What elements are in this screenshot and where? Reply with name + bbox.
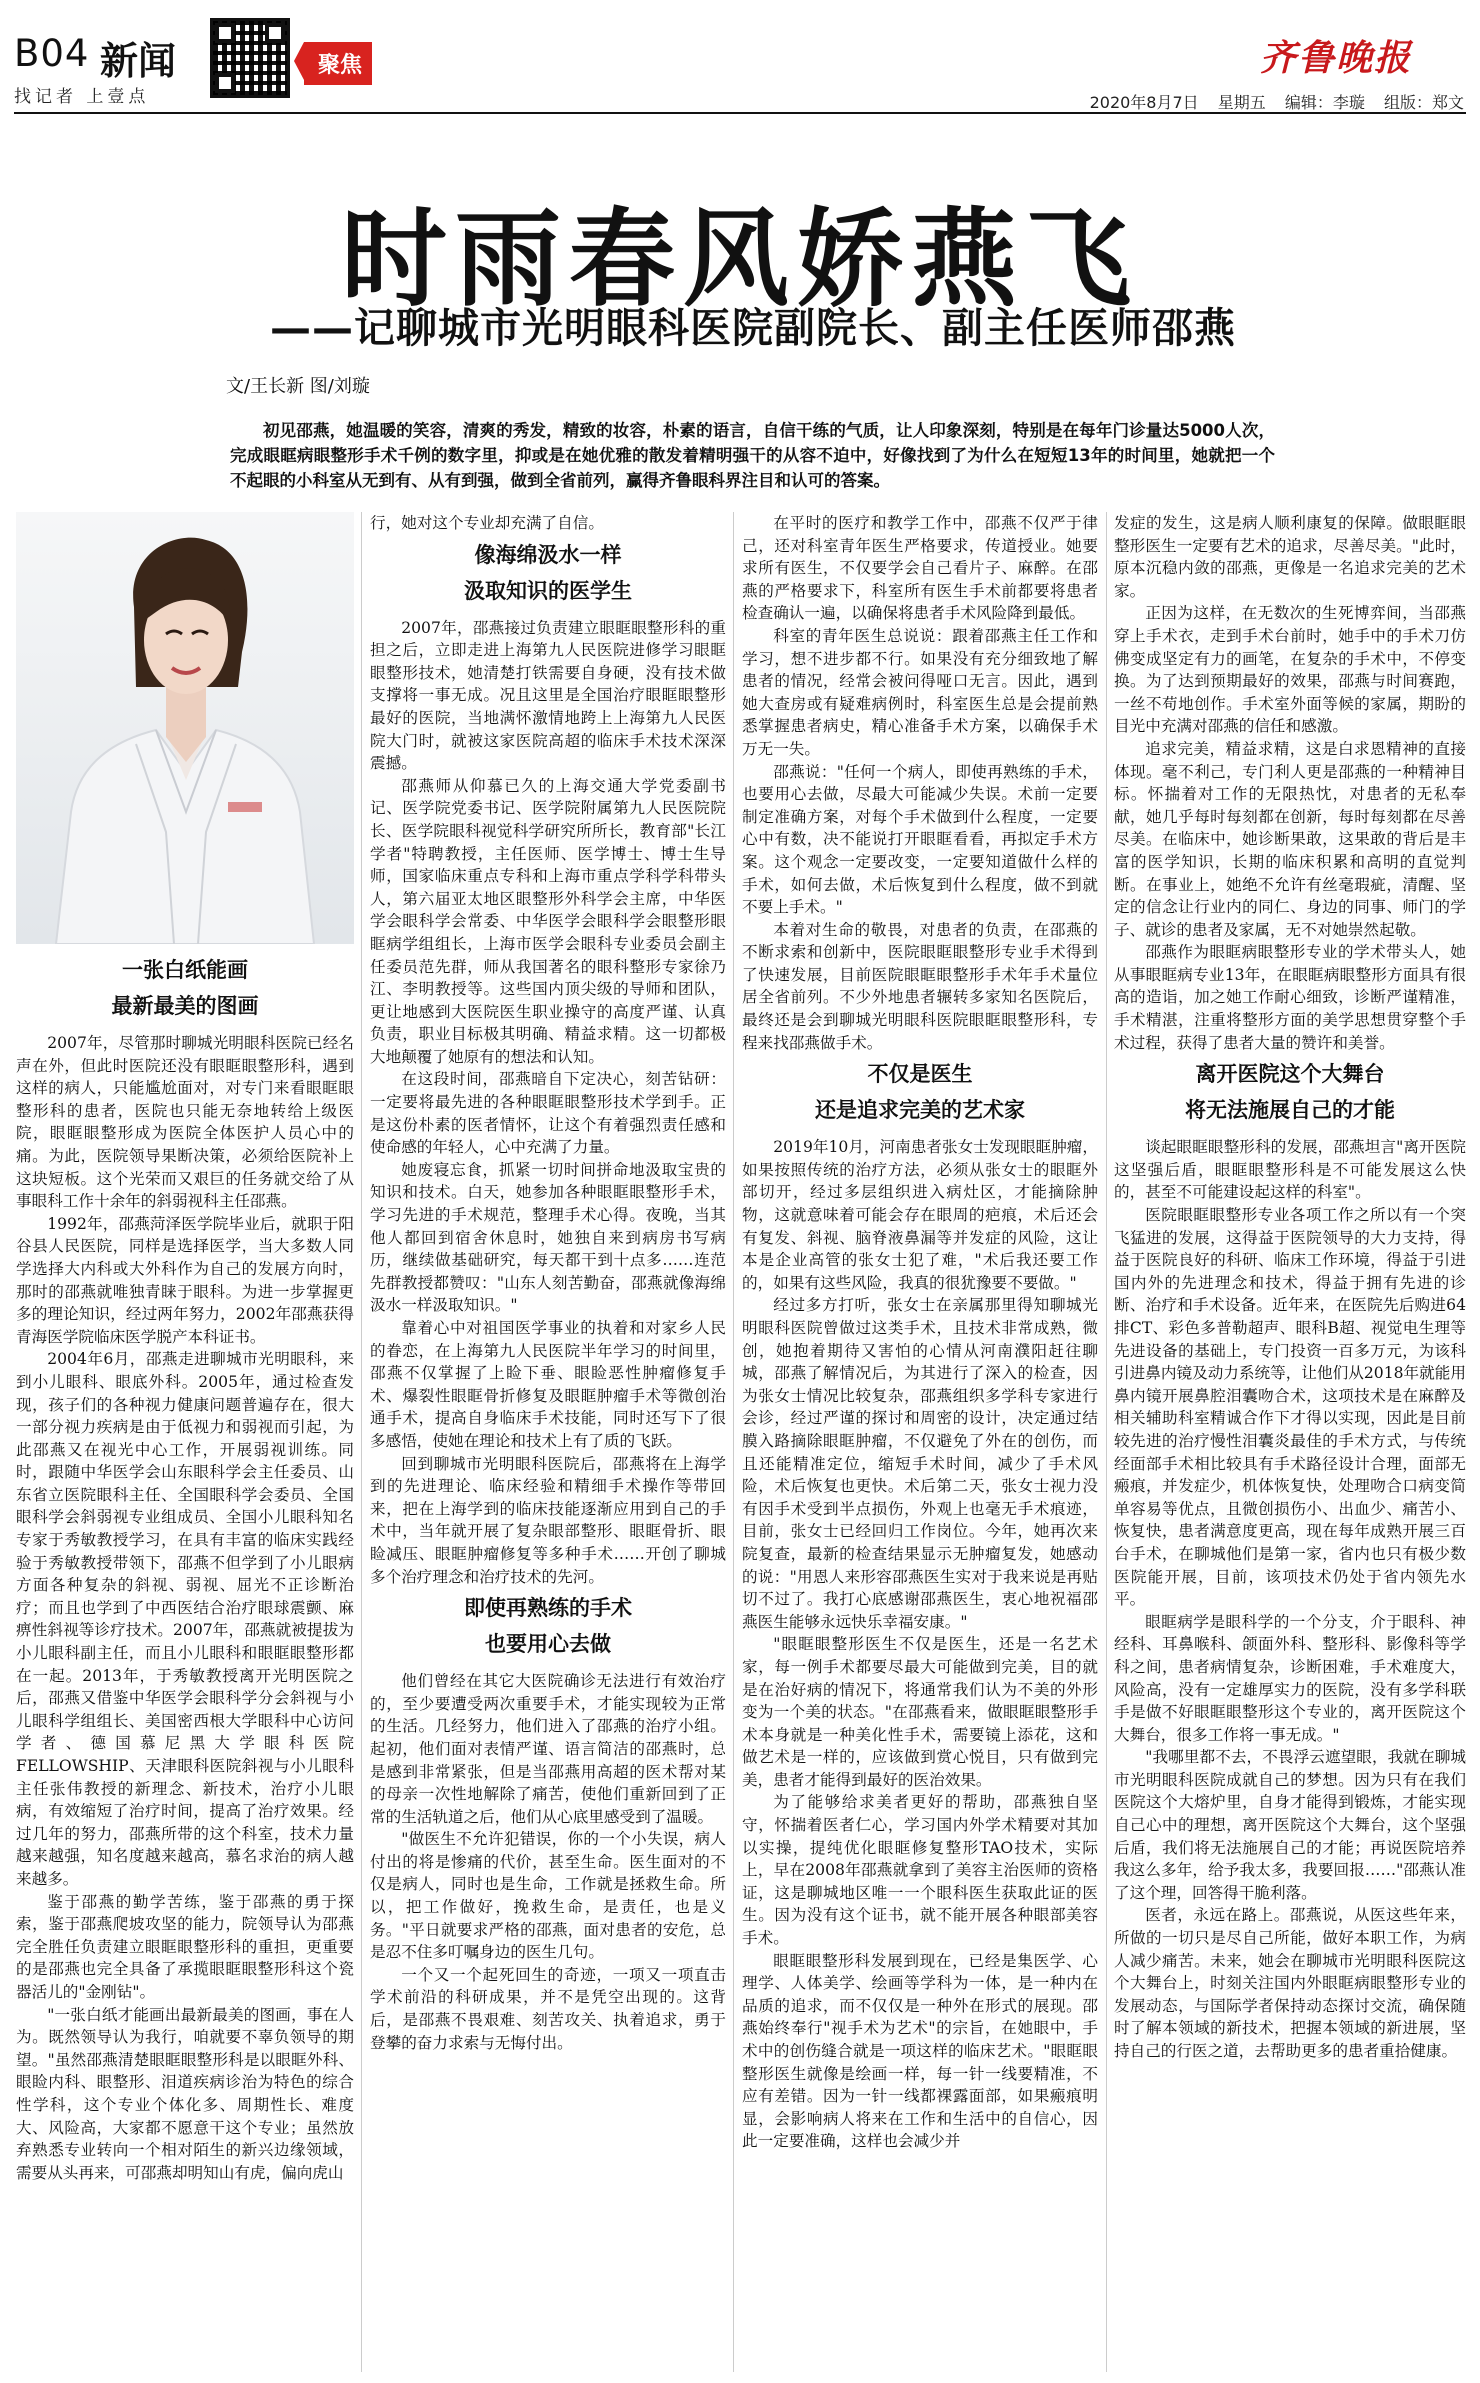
paragraph: 经过多方打听，张女士在亲属那里得知聊城光明眼科医院曾做过这类手术，且技术非常成熟，微创，她抱着期待又害怕的心情从河南濮阳赶往聊城，邵燕了解情况后，为其进行了深入的检查，因为张女士情况比较复杂，邵燕组织多学科专家进行会诊，经过严谨的探讨和周密的设计，决定通过结膜入路摘除眼眶肿瘤，不仅避免了外在的创伤，而且还能精准定位，缩短手术时间，减少了手术风险，术后恢复也更快。术后第二天，张女士视力没有因手术受到半点损伤，外观上也毫无手术痕迹，目前，张女士已经回归工作岗位。今年，她再次来院复查，最新的检查结果显示无肿瘤复发，她感动的说："用恩人来形容邵燕医生实对于我来说是再贴切不过了。我打心底感谢邵燕医生，衷心地祝福邵燕医生能够永远快乐幸福安康。" (742, 1296, 1098, 1631)
paragraph: 科室的青年医生总说说：跟着邵燕主任工作和学习，想不进步都不行。如果没有充分细致地了解患者的情况，经常会被问得哑口无言。因此，遇到她大查房或有疑难病例时，科室医生总是会提前熟悉掌握患者病史，精心准备手术方案，以确保手术万无一失。 (742, 626, 1098, 758)
paragraph: 医院眼眶眼整形专业各项工作之所以有一个突飞猛进的发展，这得益于医院领导的大力支持，得益于医院良好的科研、临床工作环境，得益于引进国内外的先进理念和技术，得益于拥有先进的诊断、治疗和手术设备。近年来，在医院先后购进64排CT、彩色多普勒超声、眼科B超、视觉电生理等先进设备的基础上，专门投资一百多万元，为该科引进鼻内镜及动力系统等，让他们从2018年就能用鼻内镜开展鼻腔泪囊吻合术，这项技术是在麻醉及相关辅助科室精诚合作下才得以实现，因此是目前较先进的治疗慢性泪囊炎最佳的手术方式，与传统经面部手术相比较具有手术路径设计合理，面部无瘢痕，并发症少，机体恢复快，处理吻合口病变简单容易等优点，且微创损伤小、出血少、痛苦小、恢复快，患者满意度更高，现在每年成熟开展三百台手术，在聊城他们是第一家，省内也只有极少数医院能开展，目前，该项技术仍处于省内领先水平。 (1114, 1206, 1466, 1609)
section-heading: 将无法施展自己的才能 (1185, 1098, 1395, 1123)
header-divider (14, 112, 1466, 114)
paragraph: 1992年，邵燕菏泽医学院毕业后，就职于阳谷县人民医院，同样是选择医学，当大多数人同学选择大内科或大外科作为自己的发展方向时，那时的邵燕就唯独青睐于眼科。为进一步掌握更多的理论知识，经过两年努力，2002年邵燕获得青海医学院临床医学脱产本科证书。 (16, 1214, 354, 1346)
section-heading: 一张白纸能画 (122, 958, 248, 982)
section-heading: 离开医院这个大舞台 (1195, 1062, 1385, 1087)
paragraph: 正因为这样，在无数次的生死博弈间，当邵燕穿上手术衣，走到手术台前时，她手中的手术刀仿佛变成坚定有力的画笔，在复杂的手术中，不停变换。为了达到预期最好的效果，邵燕与时间赛跑，一丝不苟地创作。手术室外面等候的家属，期盼的目光中充满对邵燕的信任和感激。 (1114, 604, 1466, 736)
section-name: 新闻 (100, 39, 177, 83)
paragraph: 眼眶眼整形科发展到现在，已经是集医学、心理学、人体美学、绘画等学科为一体，是一种内在品质的追求，而不仅仅是一种外在形式的展现。邵燕始终奉行"视手术为艺术"的宗旨，在她眼中，手术中的创伤缝合就是一项这样的临床艺术。"眼眶眼整形医生就像是绘画一样，每一针一线要精准，不应有差错。因为一针一线都裸露面部，如果瘢痕明显，会影响病人将来在工作和生活中的自信心，因此一定要准确，这样也会减少并 (742, 1951, 1098, 2151)
paragraph: "一张白纸才能画出最新最美的图画，事在人为。既然领导认为我行，咱就要不辜负领导的期望。"虽然邵燕清楚眼眶眼整形科是以眼眶外科、眼睑内科、眼整形、泪道疾病诊治为特色的综合性学科，这个专业个体化多、周期性长、难度大、风险高，大家都不愿意干这个专业；虽然放弃熟悉专业转向一个相对陌生的新兴边缘领域，需要从头再来，可邵燕却明知山有虎，偏向虎山 (16, 2005, 354, 2182)
paragraph: 靠着心中对祖国医学事业的执着和对家乡人民的眷恋，在上海第九人民医院半年学习的时间里，邵燕不仅掌握了上睑下垂、眼睑恶性肿瘤修复手术、爆裂性眼眶骨折修复及眼眶肿瘤手术等微创治通手术，提高自身临床手术技能，同时还写下了很多感悟，使她在理论和技术上有了质的飞跃。 (370, 1319, 726, 1450)
editor: 编辑：李璇 (1284, 93, 1365, 112)
paragraph: 一个又一个起死回生的奇迹，一项又一项直击学术前沿的科研成果，并不是凭空出现的。这背后，是邵燕不畏艰难、刻苦攻关、执着追求，勇于登攀的奋力求索与无悔付出。 (370, 1965, 726, 2052)
paragraph: 为了能够给求美者更好的帮助，邵燕独自坚守，怀揣着医者仁心，学习国内外学术精要对其加以实操，提纯优化眼眶修复整形TAO技术，实际上，早在2008年邵燕就拿到了美容主治医师的资格证，这是聊城地区唯一一个眼科医生获取此证的医生。因为没有这个证书，就不能开展各种眼部美容手术。 (742, 1793, 1098, 1948)
layout-editor: 组版：郑文 (1383, 93, 1464, 112)
slogan: 找记者 上壹点 (14, 87, 150, 107)
column-4 (1114, 512, 1466, 2063)
section-heading: 汲取知识的医学生 (464, 578, 632, 603)
issue-weekday: 星期五 (1217, 93, 1266, 112)
section-heading: 最新最美的图画 (111, 994, 259, 1018)
lead-paragraph: 初见邵燕，她温暖的笑容，清爽的秀发，精致的妆容，朴素的语言，自信干练的气质，让人印象深刻，特别是在每年门诊量达5000人次，完成眼眶病眼整形手术千例的数字里，抑或是在她优雅的散发着精明强干的从容不迫中，好像找到了为什么在短短13年的时间里，她就把一个不起眼的小科室从无到有、从有到强，做到全省前列，赢得齐鲁眼科界注目和认可的答案。 (230, 421, 1275, 490)
paragraph: 发症的发生，这是病人顺利康复的保障。做眼眶眼整形医生一定要有艺术的追求，尽善尽美。"此时，原本沉稳内敛的邵燕，更像是一名追求完美的艺术家。 (1114, 514, 1466, 600)
paragraph: 2019年10月，河南患者张女士发现眼眶肿瘤，如果按照传统的治疗方法，必须从张女士的眼眶外部切开，经过多层组织进入病灶区，才能摘除肿物，这就意味着可能会存在眼周的疤痕，术后还会有复发、斜视、脑脊液鼻漏等并发症的风险，这让本是企业高管的张女士犯了难，"术后我还要工作的，如果有这些风险，我真的很犹豫要不要做。" (742, 1138, 1098, 1292)
newspaper-logo: 齐鲁晚报 (1260, 37, 1413, 79)
paragraph: 她废寝忘食，抓紧一切时间拼命地汲取宝贵的知识和技术。白天，她参加各种眼眶眼整形手术，学习先进的手术规范，整理手术心得。夜晚，当其他人都回到宿舍休息时，她独自来到病房书写病历，继续做基础研究，每天都干到十点多……连范先群教授都赞叹："山东人刻苦勤奋，邵燕就像海绵汲水一样汲取知识。" (370, 1160, 726, 1315)
paragraph: 行，她对这个专业却充满了自信。 (370, 514, 604, 532)
paragraph: 本着对生命的敬畏，对患者的负责，在邵燕的不断求索和创新中，医院眼眶眼整形专业手术得到了快速发展，目前医院眼眶眼整形手术年手术量位居全省前列。不少外地患者辗转多家知名医院后，最终还是会到聊城光明眼科医院眼眶眼整形科，专程来找邵燕做手术。 (742, 920, 1098, 1052)
column-1 (16, 950, 354, 2184)
section-heading: 像海绵汲水一样 (474, 542, 622, 567)
paragraph: 医者，永远在路上。邵燕说，从医这些年来，所做的一切只是尽自己所能，做好本职工作，为病人减少痛苦。未来，她会在聊城市光明眼科医院这个大舞台上，时刻关注国内外眼眶病眼整形专业的发展动态，与国际学者保持动态探讨交流，确保随时了解本领域的新技术，把握本领域的新进展，坚持自己的行医之道，去帮助更多的患者重拾健康。 (1114, 1906, 1466, 2060)
page-number: B04 (14, 32, 90, 75)
paragraph: 鉴于邵燕的勤学苦练，鉴于邵燕的勇于探索，鉴于邵燕爬坡攻坚的能力，院领导认为邵燕完全胜任负责建立眼眶眼整形科的重担，更重要的是邵燕也完全具备了承揽眼眶眼整形科这个瓷器活儿的"金刚钻"。 (16, 1892, 354, 2001)
paragraph: 邵燕师从仰慕已久的上海交通大学党委副书记、医学院党委书记、医学院附属第九人民医院院长、医学院眼科视觉科学研究所所长，教育部"长江学者"特聘教授，主任医师、医学博士、博士生导师，国家临床重点专科和上海市重点学科学科带头人，第六届亚太地区眼整形外科学会主席，中华医学会眼科学会常委、中华医学会眼科学会眼整形眼眶病学组组长，上海市医学会眼科专业委员会副主任委员范先群，师从我国著名的眼科整形专家徐乃江、李明教授等。这些国内顶尖级的导师和团队，更让地感到大医院医生职业操守的高度严谨、认真负责，职业目标极其明确、精益求精。这一切都极大地颠覆了她原有的想法和认知。 (370, 776, 726, 1066)
column-2 (370, 512, 726, 2054)
column-3 (742, 512, 1098, 2153)
paragraph: "眼眶眼整形医生不仅是医生，还是一名艺术家，每一例手术都要尽最大可能做到完美，目的就是在治好病的情况下，将通常我们认为不美的外形变为一个美的状态。"在邵燕看来，做眼眶眼整形手术本身就是一种美化性手术，需要镜上添花，这和做艺术是一样的，应该做到赏心悦目，只有做到完美，患者才能得到最好的医治效果。 (742, 1635, 1098, 1789)
paragraph: 邵燕作为眼眶病眼整形专业的学术带头人，她从事眼眶病专业13年，在眼眶病眼整形方面具有很高的造诣，加之她工作耐心细致，诊断严谨精准，手术精湛，注重将整形方面的美学思想贯穿整个手术过程，获得了患者大量的赞许和美誉。 (1114, 943, 1466, 1052)
paragraph: 在平时的医疗和教学工作中，邵燕不仅严于律己，还对科室青年医生严格要求，传道授业。她要求所有医生，不仅要学会自己看片子、麻醉。在邵燕的严格要求下，科室所有医生手术前都要将患者检查确认一遍，以确保将患者手术风险降到最低。 (742, 514, 1098, 623)
paragraph: 追求完美，精益求精，这是白求恩精神的直接体现。毫不利己，专门利人更是邵燕的一种精神目标。怀揣着对工作的无限热忱，对患者的无私奉献，她几乎每时每刻都在创新，每时每刻都在尽善尽美。在临床中，她诊断果敢，这果敢的背后是丰富的医学知识，长期的临床积累和高明的直觉判断。在事业上，她绝不允许有丝毫瑕疵，清醒、坚定的信念让行业内的同仁、身边的同事、师门的学子、就诊的患者及家属，无不对她崇然起敬。 (1114, 739, 1466, 939)
paragraph: 他们曾经在其它大医院确诊无法进行有效治疗的，至少要遭受两次重要手术，才能实现较为正常的生活。几经努力，他们进入了邵燕的治疗小组。起初，他们面对表情严谨、语言简洁的邵燕时，总是感到非常紧张，但是当邵燕用高超的医术帮对某的母亲一次性地解除了痛苦，使他们重新回到了正常的生活轨道之后，他们从心底里感受到了温暖。 (370, 1672, 726, 1826)
section-heading: 也要用心去做 (485, 1632, 611, 1657)
article-title: 时雨春风娇燕飞 (341, 198, 1139, 321)
paragraph: 2007年，尽管那时聊城光明眼科医院已经名声在外，但此时医院还没有眼眶眼整形科，遇到这样的病人，只能尴尬面对，对专门来看眼眶眼整形科的患者，医院也只能无奈地转给上级医院，眼眶眼整形成为医院全体医护人员心中的痛。为此，医院领导果断决策，必须给医院补上这块短板。这个光荣而又艰巨的任务就交给了从事眼科工作十余年的斜弱视科主任邵燕。 (16, 1034, 354, 1211)
qr-code-icon (210, 18, 290, 98)
paragraph: 回到聊城市光明眼科医院后，邵燕将在上海学到的先进理论、临床经验和精细手术操作等带回来，把在上海学到的临床技能逐渐应用到自己的手术中，当年就开展了复杂眼部整形、眼眶骨折、眼睑减压、眼眶肿瘤修复等多种手术……开创了聊城多个治疗理念和治疗技术的先河。 (370, 1454, 726, 1586)
issue-info (1076, 90, 1464, 113)
paragraph: 眼眶病学是眼科学的一个分支，介于眼科、神经科、耳鼻喉科、颌面外科、整形科、影像科等学科之间，患者病情复杂，诊断困难，手术难度大，风险高，没有一定雄厚实力的医院，没有多学科联手是做不好眼眶眼整形这个专业的，离开医院这个大舞台，很多工作将一事无成。" (1114, 1612, 1466, 1744)
paragraph: "做医生不允许犯错误，你的一个小失误，病人付出的将是惨痛的代价，甚至生命。医生面对的不仅是病人，同时也是生命，工作就是拯救生命。所以，把工作做好，挽救生命，是责任，也是义务。"平日就要求严格的邵燕，面对患者的安危，总是忍不住多叮嘱身边的医生几句。 (370, 1830, 726, 1962)
paragraph: 在这段时间，邵燕暗自下定决心，刻苦钻研：一定要将最先进的各种眼眶眼整形技术学到手。正是这份朴素的医者情怀，让这个有着强烈责任感和使命感的年轻人，心中充满了力量。 (370, 1070, 726, 1157)
paragraph: 邵燕说："任何一个病人，即使再熟练的手术，也要用心去做，尽最大可能减少失误。术前一定要制定准确方案，对每个手术做到什么程度，一定要心中有数，决不能说打开眼眶看看，再拟定手术方案。这个观念一定要改变，一定要知道做什么样的手术，如何去做，术后恢复到什么程度，做不到就不要上手术。" (742, 762, 1098, 917)
paragraph: 2007年，邵燕接过负责建立眼眶眼整形科的重担之后，立即走进上海第九人民医院进修学习眼眶眼整形技术，她清楚打铁需要自身硬，没有技术做支撑将一事无成。况且这里是全国治疗眼眶眼整形最好的医院，当地满怀激情地跨上上海第九人民医院大门时，就被这家医院高超的临床手术技术深深震撼。 (370, 618, 726, 773)
section-heading: 还是追求完美的艺术家 (815, 1098, 1025, 1123)
paragraph: 2004年6月，邵燕走进聊城市光明眼科，来到小儿眼科、眼底外科。2005年，通过检查发现，孩子们的各种视力健康问题普遍存在，很大一部分视力疾病是由于低视力和弱视而引起，为此邵燕又在视光中心工作，开展弱视训练。同时，跟随中华医学会山东眼科学会主任委员、山东省立医院眼科主任、全国眼科学会委员、全国眼科学会斜弱视专业组成员、全国小儿眼科知名专家于秀敏教授学习，在具有丰富的临床实践经验于秀敏教授带领下，邵燕不但学到了小儿眼病方面各种复杂的斜视、弱视、屈光不正诊断治疗；而且也学到了中西医结合治疗眼球震颤、麻痹性斜视等诊疗技术。2007年，邵燕就被提拔为小儿眼科副主任，而且小儿眼科和眼眶眼整形都在一起。2013年，于秀敏教授离开光明医院之后，邵燕又借鉴中华医学会眼科学分会斜视与小儿眼科学组组长、美国密西根大学眼科中心访问学者、德国慕尼黑大学眼科医院FELLOWSHIP、天津眼科医院斜视与小儿眼科主任张伟教授的新理念、新技术，治疗小儿眼病，有效缩短了治疗时间，提高了治疗效果。经过几年的努力，邵燕所带的这个科室，技术力量越来越强，知名度越来越高，慕名求治的病人越来越多。 (16, 1350, 354, 1888)
portrait-photo (16, 512, 354, 944)
byline: 文/王长新 图/刘璇 (226, 376, 370, 397)
paragraph: "我哪里都不去，不畏浮云遮望眼，我就在聊城市光明眼科医院成就自己的梦想。因为只有在我们医院这个大熔炉里，自身才能得到锻炼，才能实现自己心中的理想，离开医院这个大舞台，这个坚强后盾，我们将无法施展自己的才能；再说医院培养我这么多年，给予我太多，我要回报……"邵燕认准了这个理，回答得干脆利落。 (1114, 1748, 1466, 1902)
doctor-portrait-illustration (16, 512, 354, 944)
section-heading: 不仅是医生 (867, 1062, 973, 1087)
section-badge: 聚焦 (304, 42, 372, 85)
article-subtitle: ——记聊城市光明眼科医院副院长、副主任医师邵燕 (270, 304, 1236, 352)
paragraph: 谈起眼眶眼整形科的发展，邵燕坦言"离开医院这坚强后盾，眼眶眼整形科是不可能发展这么快的，甚至不可能建设起这样的科室"。 (1114, 1138, 1466, 1202)
issue-date: 2020年8月7日 (1089, 93, 1199, 112)
section-heading: 即使再熟练的手术 (464, 1596, 632, 1621)
